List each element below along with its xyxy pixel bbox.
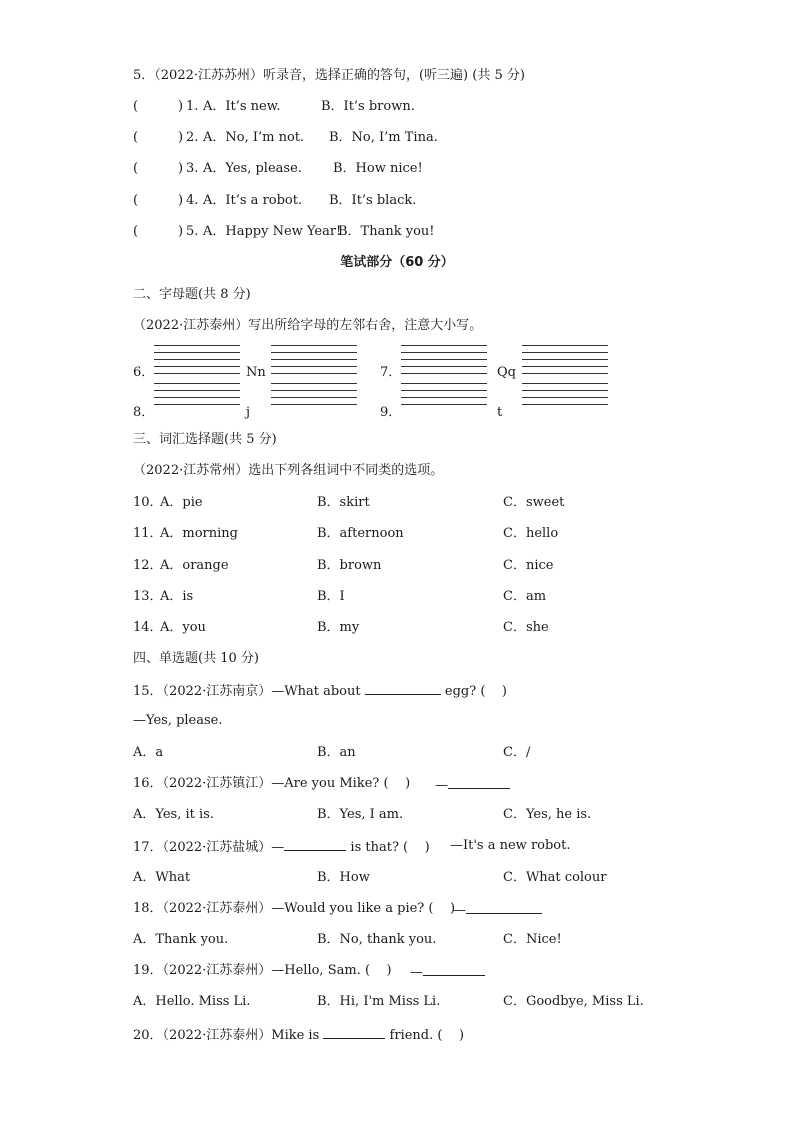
option-a[interactable]: A．morning: [160, 526, 238, 541]
item-number: 5.: [186, 224, 199, 239]
option-c[interactable]: C．am: [503, 589, 547, 604]
four-line-writing-grid[interactable]: [522, 383, 608, 413]
question-17-reply: —It's a new robot.: [450, 838, 571, 853]
option-a[interactable]: A．a: [133, 745, 164, 760]
question-18-stem: 18．（2022·江苏泰州）—Would you like a pie? ( ): [133, 901, 456, 916]
question-15-reply: —Yes, please.: [133, 713, 223, 728]
option-a[interactable]: A．you: [160, 620, 206, 635]
item-number: 12．: [133, 558, 163, 573]
answer-paren-close: ): [178, 161, 184, 176]
item-number: 3.: [186, 161, 199, 176]
option-a[interactable]: A．pie: [160, 495, 203, 510]
section-3-instruction: （2022·江苏常州）选出下列各组词中不同类的选项。: [133, 463, 444, 478]
four-line-writing-grid[interactable]: [401, 345, 487, 375]
option-a: A．No, I’m not.: [203, 130, 305, 145]
item-number: 13．: [133, 589, 163, 604]
given-letter: j: [246, 405, 251, 420]
option-c[interactable]: C．hello: [503, 526, 559, 541]
answer-paren-open[interactable]: (: [133, 130, 139, 145]
item-number: 8．: [133, 405, 155, 420]
four-line-writing-grid[interactable]: [154, 383, 240, 413]
option-c[interactable]: C．Goodbye, Miss Li.: [503, 994, 644, 1009]
option-a[interactable]: A．Yes, it is.: [133, 807, 214, 822]
option-a: A．Happy New Year!: [203, 224, 342, 239]
fill-blank[interactable]: [448, 776, 510, 789]
four-line-writing-grid[interactable]: [271, 345, 357, 375]
stem-text: 15．（2022·江苏南京）—What about: [133, 684, 361, 699]
four-line-writing-grid[interactable]: [401, 383, 487, 413]
dash: —: [435, 778, 448, 793]
question-18-answer: [453, 901, 542, 919]
option-c[interactable]: C．Nice!: [503, 932, 562, 947]
answer-paren-close: ): [178, 99, 184, 114]
fill-blank[interactable]: [423, 963, 485, 976]
question-16-answer: [435, 776, 510, 794]
answer-paren-close: ): [178, 224, 184, 239]
given-letter: Qq: [497, 365, 516, 380]
fill-blank[interactable]: [466, 901, 542, 914]
fill-blank[interactable]: [284, 838, 346, 851]
answer-paren-open[interactable]: (: [133, 193, 139, 208]
item-number: 1.: [186, 99, 199, 114]
option-b[interactable]: B．How: [317, 870, 370, 885]
option-b: B．No, I’m Tina.: [329, 130, 438, 145]
option-b[interactable]: B．skirt: [317, 495, 370, 510]
option-b: B．Thank you!: [338, 224, 435, 239]
section-2-heading: 二、字母题(共 8 分): [133, 287, 251, 302]
question-17-stem: [133, 838, 430, 856]
item-number: 7．: [380, 365, 402, 380]
option-b[interactable]: B．my: [317, 620, 360, 635]
option-c[interactable]: C．What colour: [503, 870, 607, 885]
option-a[interactable]: A．Hello. Miss Li.: [133, 994, 251, 1009]
option-b[interactable]: B．Yes, I am.: [317, 807, 404, 822]
question-20-stem: [133, 1026, 464, 1044]
option-b[interactable]: B．brown: [317, 558, 382, 573]
stem-text: is that? ( ): [350, 840, 430, 855]
question-16-stem: 16．（2022·江苏镇江）—Are you Mike? ( ): [133, 776, 411, 791]
item-number: 11．: [133, 526, 163, 541]
option-b[interactable]: B．an: [317, 745, 356, 760]
option-a: A．It’s new.: [203, 99, 281, 114]
item-number: 10．: [133, 495, 163, 510]
item-number: 14．: [133, 620, 163, 635]
dash: —: [453, 903, 466, 918]
four-line-writing-grid[interactable]: [271, 383, 357, 413]
option-c[interactable]: C．she: [503, 620, 549, 635]
option-a[interactable]: A．is: [160, 589, 194, 604]
option-a[interactable]: A．Thank you.: [133, 932, 229, 947]
question-15-stem: [133, 682, 507, 700]
q5-title: 5．（2022·江苏苏州）听录音，选择正确的答句，(听三遍) (共 5 分): [133, 68, 525, 83]
option-b[interactable]: B．Hi, I'm Miss Li.: [317, 994, 441, 1009]
answer-paren-close: ): [178, 193, 184, 208]
option-a: A．It’s a robot.: [203, 193, 303, 208]
written-part-header: 笔试部分（60 分）: [340, 255, 454, 270]
option-b: B．It’s brown.: [321, 99, 415, 114]
option-b: B．It’s black.: [329, 193, 417, 208]
section-2-instruction: （2022·江苏泰州）写出所给字母的左邻右舍，注意大小写。: [133, 318, 483, 333]
four-line-writing-grid[interactable]: [154, 345, 240, 375]
given-letter: t: [497, 405, 503, 420]
stem-text: egg? ( ): [444, 684, 508, 699]
stem-text: 20．（2022·江苏泰州）Mike is: [133, 1028, 320, 1043]
dash: —: [410, 965, 423, 980]
option-a: A．Yes, please.: [203, 161, 302, 176]
section-4-heading: 四、单选题(共 10 分): [133, 651, 259, 666]
answer-paren-open[interactable]: (: [133, 161, 139, 176]
question-19-answer: [410, 963, 485, 981]
option-c[interactable]: C．Yes, he is.: [503, 807, 592, 822]
answer-paren-close: ): [178, 130, 184, 145]
option-a[interactable]: A．What: [133, 870, 191, 885]
fill-blank[interactable]: [365, 682, 441, 695]
item-number: 6．: [133, 365, 155, 380]
item-number: 9．: [380, 405, 402, 420]
item-number: 4.: [186, 193, 199, 208]
option-b[interactable]: B．No, thank you.: [317, 932, 437, 947]
option-b[interactable]: B．afternoon: [317, 526, 404, 541]
given-letter: Nn: [246, 365, 266, 380]
question-19-stem: 19．（2022·江苏泰州）—Hello, Sam. ( ): [133, 963, 392, 978]
answer-paren-open[interactable]: (: [133, 99, 139, 114]
option-b[interactable]: B．I: [317, 589, 345, 604]
section-3-heading: 三、词汇选择题(共 5 分): [133, 432, 277, 447]
option-c[interactable]: C．sweet: [503, 495, 565, 510]
stem-text: 17．（2022·江苏盐城）—: [133, 840, 285, 855]
fill-blank[interactable]: [323, 1026, 385, 1039]
answer-paren-open[interactable]: (: [133, 224, 139, 239]
item-number: 2.: [186, 130, 199, 145]
option-c[interactable]: C．/: [503, 745, 531, 760]
option-a[interactable]: A．orange: [160, 558, 229, 573]
option-c[interactable]: C．nice: [503, 558, 554, 573]
option-b: B．How nice!: [333, 161, 423, 176]
four-line-writing-grid[interactable]: [522, 345, 608, 375]
stem-text: friend. ( ): [389, 1028, 465, 1043]
